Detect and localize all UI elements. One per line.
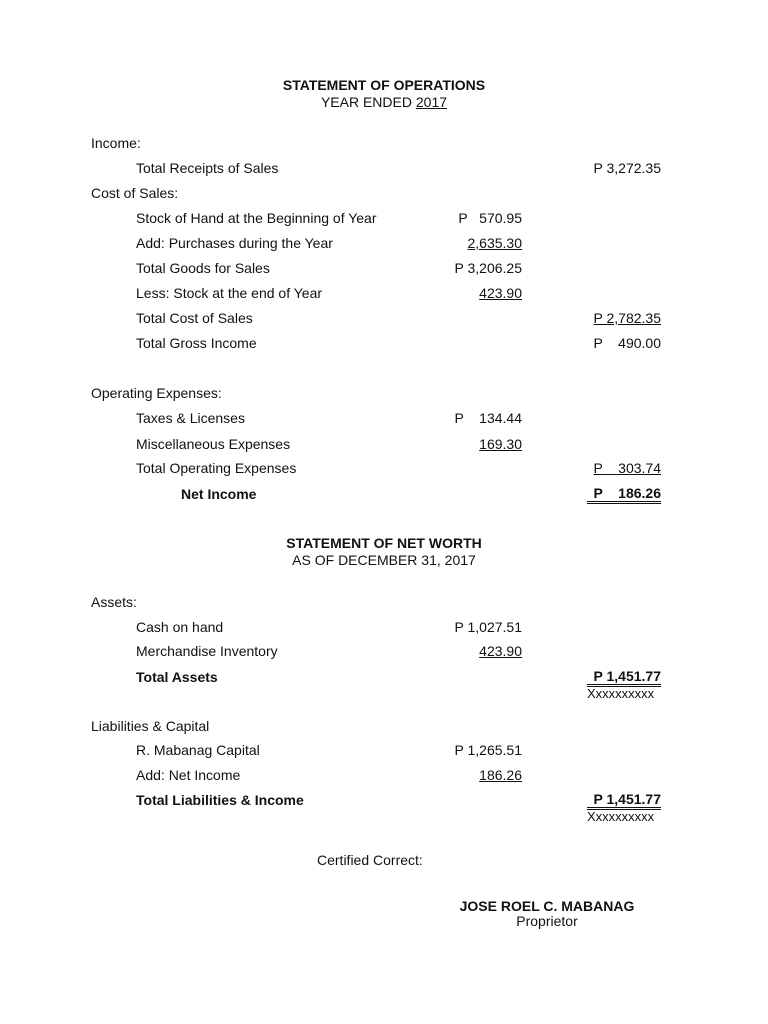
operations-subtitle bbox=[0, 94, 768, 111]
total-goods-label: Total Goods for Sales bbox=[136, 260, 270, 276]
total-opex-label: Total Operating Expenses bbox=[136, 460, 297, 476]
total-receipts-label: Total Receipts of Sales bbox=[136, 160, 279, 176]
total-liabilities-value: P 1,451.77 bbox=[587, 792, 661, 810]
stock-end-label: Less: Stock at the end of Year bbox=[136, 285, 323, 301]
total-liabilities-mark: Xxxxxxxxxx bbox=[587, 809, 655, 824]
total-receipts-value: P 3,272.35 bbox=[593, 160, 661, 176]
operations-subtitle-prefix: YEAR ENDED bbox=[320, 94, 416, 110]
add-net-income-value: 186.26 bbox=[479, 767, 522, 783]
total-assets-value: P 1,451.77 bbox=[587, 669, 661, 687]
total-opex-value: P 303.74 bbox=[593, 460, 661, 476]
inventory-value: 423.90 bbox=[479, 643, 522, 659]
capital-label: R. Mabanag Capital bbox=[136, 742, 260, 758]
taxes-label: Taxes & Licenses bbox=[136, 410, 245, 426]
net-income-label: Net Income bbox=[181, 486, 257, 502]
purchases-label: Add: Purchases during the Year bbox=[136, 235, 333, 251]
signatory-name: JOSE ROEL C. MABANAG bbox=[459, 898, 635, 914]
liabilities-heading: Liabilities & Capital bbox=[91, 718, 210, 734]
purchases-value: 2,635.30 bbox=[467, 235, 522, 251]
misc-value: 169.30 bbox=[479, 436, 522, 452]
stock-end-value: 423.90 bbox=[479, 285, 522, 301]
net-worth-title: STATEMENT OF NET WORTH bbox=[286, 535, 482, 551]
total-assets-label: Total Assets bbox=[136, 669, 218, 685]
taxes-value: P 134.44 bbox=[454, 410, 522, 426]
cash-value: P 1,027.51 bbox=[454, 619, 522, 635]
operations-year: 2017 bbox=[415, 94, 448, 110]
cost-of-sales-heading: Cost of Sales: bbox=[91, 185, 179, 201]
gross-income-value: P 490.00 bbox=[593, 335, 661, 351]
total-cost-label: Total Cost of Sales bbox=[136, 310, 253, 326]
total-assets-mark: Xxxxxxxxxx bbox=[587, 686, 655, 701]
income-heading: Income: bbox=[91, 135, 141, 151]
assets-heading: Assets: bbox=[91, 594, 137, 610]
add-net-income-label: Add: Net Income bbox=[136, 767, 241, 783]
opex-heading: Operating Expenses: bbox=[91, 385, 222, 401]
signatory-title: Proprietor bbox=[516, 913, 578, 929]
total-goods-value: P 3,206.25 bbox=[454, 260, 522, 276]
certified-correct-label: Certified Correct: bbox=[317, 852, 423, 868]
stock-begin-value: P 570.95 bbox=[458, 210, 522, 226]
cash-label: Cash on hand bbox=[136, 619, 224, 635]
net-worth-subtitle: AS OF DECEMBER 31, 2017 bbox=[292, 552, 476, 568]
capital-value: P 1,265.51 bbox=[454, 742, 522, 758]
total-liabilities-label: Total Liabilities & Income bbox=[136, 792, 304, 808]
stock-begin-label: Stock of Hand at the Beginning of Year bbox=[136, 210, 377, 226]
total-cost-value: P 2,782.35 bbox=[593, 310, 661, 326]
misc-label: Miscellaneous Expenses bbox=[136, 436, 291, 452]
operations-title: STATEMENT OF OPERATIONS bbox=[282, 77, 486, 93]
net-income-value: P 186.26 bbox=[587, 486, 661, 504]
inventory-label: Merchandise Inventory bbox=[136, 643, 278, 659]
gross-income-label: Total Gross Income bbox=[136, 335, 257, 351]
